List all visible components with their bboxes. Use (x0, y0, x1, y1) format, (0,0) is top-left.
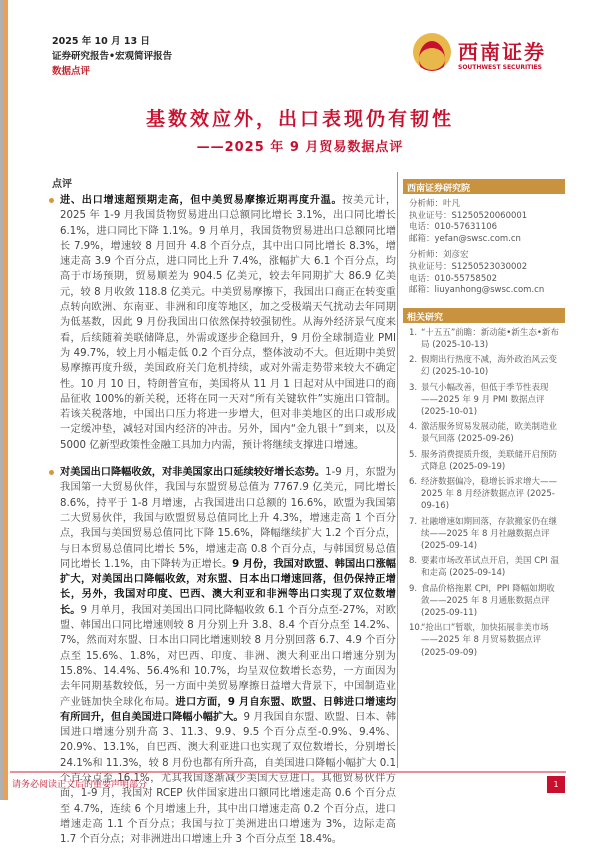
paragraph-highlight: 进口方面，9 月自东盟、欧盟、日韩进口增速均有所回升，但自美国进口降幅小幅扩大。 (60, 696, 396, 723)
company-logo (410, 30, 560, 82)
report-subtitle: ——2025 年 9 月贸易数据点评 (196, 140, 404, 155)
related-research-list (403, 323, 565, 659)
column-divider (397, 172, 398, 768)
related-research-item[interactable] (409, 382, 561, 419)
item-title[interactable]: 经济数据偏冷，稳增长诉求增大——2025 年 8 月经济数据点评 (2025-09-16) (421, 476, 558, 512)
related-research-item[interactable] (409, 449, 561, 473)
analyst-email[interactable]: 邮箱：yefan@swsc.com.cn (409, 233, 521, 244)
report-type: 证券研究报告•宏观简评报告 (52, 51, 173, 62)
bullet-paragraph (60, 465, 396, 847)
item-number: 10. (409, 623, 423, 634)
item-title[interactable]: “十五五”前瞻：新动能•新生态•新布局 (2025-10-13) (421, 327, 559, 350)
analyst-phone: 电话：010-57631106 (409, 222, 498, 233)
item-title[interactable]: 景气小幅改善，但低于季节性表现——2025 年 9 月 PMI 数据点评 (2025-10-01) (421, 382, 549, 417)
item-number: 5. (409, 449, 418, 460)
item-number: 8. (409, 556, 418, 567)
bullet-icon (49, 198, 54, 203)
analyst-phone: 电话：010-55758502 (409, 273, 498, 284)
footer-divider (10, 771, 566, 773)
related-research-item[interactable] (409, 354, 561, 378)
related-research-item[interactable] (409, 327, 561, 351)
report-category: 数据点评 (52, 66, 91, 77)
related-research-item[interactable] (409, 421, 561, 445)
item-number: 1. (409, 327, 418, 338)
item-number: 3. (409, 382, 418, 393)
item-number: 9. (409, 583, 418, 594)
paragraph-text: 9 月单月，我国对美国出口同比降幅收敛 6.1 个百分点至-27%，对欧盟、韩国出口同比增速则较 8 月分别上升 3.8、8.4 个百分点至 14.2%、7%，然而对东盟、日本出口同比增速则较 8 月分别回落 6.7、4.9 个百分点至 15.6%、1.8%，对巴西、印度、非洲、澳大利亚出口增速分别为 15.8%、14.4%、56.4%和 10.7%，均呈双位数增长态势，一方面因为去年同期基数较低，另一方面中美贸易摩擦日益增大背景下，中国制造业产业链加快全球化布局。 (60, 604, 397, 708)
bullet-paragraph (60, 193, 396, 453)
footer-disclaimer: 请务必阅读正文后的重要声明部分 (12, 780, 148, 790)
logo-emblem-icon (413, 33, 451, 71)
item-number: 6. (409, 476, 418, 487)
logo-text-en: SOUTHWEST SECURITIES (458, 64, 542, 71)
related-research-item[interactable] (409, 622, 561, 659)
analyst-name: 分析师：刘彦宏 (409, 250, 469, 261)
item-title[interactable]: 激活服务贸易发展动能，欧美制造业景气回落 (2025-09-26) (421, 422, 558, 445)
report-meta (52, 34, 172, 79)
analyst-name: 分析师：叶凡 (409, 199, 461, 209)
item-title[interactable]: 服务消费提质升级，美联储开启预防式降息 (2025-09-19) (421, 449, 558, 472)
related-research-item[interactable] (409, 555, 561, 579)
item-title[interactable]: 社融增速如期回落，存款搬家仍在继续——2025 年 8 月社融数据点评 (2025-09-14) (421, 516, 558, 551)
analyst-info (403, 194, 565, 302)
sidebar (403, 179, 565, 662)
paragraph-text: 1-9 月，东盟为我国第一大贸易伙伴，我国与东盟贸易总值为 7767.9 亿美元，同比增长 8.6%，持平于 1-8 月增速，占我国进出口总额的 16.6%，欧盟为我国第二大贸易伙伴，我国与欧盟贸易总值同比上升 4.3%，增速走高 1 个百分点，我国与美国贸易总值同比下降 15.6%，降幅继续扩大 1.2 个百分点，与日本贸易总值同比增长 5%，增速走高 0.8 个百分点，与韩国贸易总值同比增长 1.1%，由下降转为正增长。 (60, 467, 396, 570)
item-title[interactable]: “抢出口”暂歇，加快拓展非美市场——2025 年 8 月贸易数据点评 (2025-09-09) (421, 623, 549, 658)
related-research-item[interactable] (409, 516, 561, 553)
paragraph-highlight: 对美国出口降幅收敛，对非美国家出口延续较好增长态势。 (60, 467, 326, 479)
related-research-item[interactable] (409, 476, 561, 513)
main-body (60, 193, 396, 859)
paragraph-text: 9 月我国自东盟、欧盟、日本、韩国进口增速分别升高 3、11.3、9.9、9.5 个百分点至-0.9%、9.4%、20.9%、13.1%，自巴西、澳大利亚进口也实现了双位数增长，分别增长 24.1%和 11.3%，较 8 月份也都有所升高，自美国进口降幅小幅扩大 0.1 个百分点至 16.1%，尤其我国逐渐减少美国大豆进口。其他贸易伙伴方面，1-9 月，我国对 RCEP 伙伴国家进出口额同比增速走高 0.6 个百分点至 4.7%，连续 6 个月增速上升，其中出口增速走高 0.2 个百分点，进口增速走高 1.1 个百分点；我国与拉丁美洲进出口增速为 3%，边际走高 1.7 个百分点；对非洲进出口增速上升 3 个百分点至 18.4%。 (60, 711, 397, 846)
analyst-email[interactable]: 邮箱：liuyanhong@swsc.com.cn (409, 285, 545, 296)
item-title[interactable]: 食品价格拖累 CPI，PPI 降幅如期收敛——2025 年 8 月通胀数据点评 (2025-09-11) (421, 583, 555, 619)
institute-header: 西南证券研究院 (403, 179, 565, 194)
item-number: 2. (409, 355, 418, 366)
analyst-license: 执业证号：S1250523030002 (409, 261, 528, 272)
item-number: 4. (409, 422, 418, 433)
item-title[interactable]: 假期出行热度不减，海外政治风云变幻 (2025-10-10) (421, 355, 558, 378)
report-title: 基数效应外，出口表现仍有韧性 (145, 108, 454, 130)
page-number: 1 (547, 776, 565, 793)
section-label: 点评 (52, 179, 72, 190)
paragraph-highlight: 进、出口增速超预期走高，但中美贸易摩擦近期再度升温。 (60, 195, 343, 206)
logo-text-cn: 西南证券 (458, 40, 546, 64)
bullet-icon (49, 470, 54, 475)
item-number: 7. (409, 516, 418, 527)
paragraph-highlight: 9 月份，我国对欧盟、韩国出口涨幅扩大，对美国出口降幅收敛，对东盟、日本出口增速回落，但仍保持正增长，另外，我国对印度、巴西、澳大利亚和非洲等出口实现了双位数增长。 (60, 558, 396, 616)
analyst-license: 执业证号：S1250520060001 (409, 210, 528, 221)
item-title[interactable]: 要素市场改革试点开启，美国 CPI 温和走高 (2025-09-14) (421, 556, 559, 579)
paragraph-text: 按美元计，2025 年 1-9 月我国货物贸易进出口总额同比增长 3.1%，出口同比增长 6.1%，进口同比下降 1.1%。9 月单月，我国货物贸易进出口总额同比增长 7.9%，增速较 8 月回升 4.8 个百分点，其中出口同比增长 8.3%，增速走高 3.9 个百分点，进口同比上升 7.4%，涨幅扩大 6.1 个百分点，均高于市场预期，贸易顺差为 904.5 亿美元，较去年同期扩大 86.9 亿美元，较 8 月收敛 118.8 亿美元。中美贸易摩擦下，我国出口商正在转变重点转向欧洲、东南亚、非洲和印度等地区，加之受极端天气扰动去年同期为低基数，因此 9 月份我国出口依然保持较强韧性。从海外经济景气度来看，后续随着美联储降息，外需或逐步企稳回升，9 月份全球制造业 PMI 为 49.7%，较上月小幅走低 0.2 个百分点，整体波动不大。但近期中美贸易摩擦再度升级，美国政府关门危机持续，或对外需走势带来较大不确定性。10 月 10 日，特朗普宣布，美国将从 11 月 1 日起对从中国进口的商品征收 100%的新关税，还将在同一天对“所有关键软件”实施出口管制。若该关税落地，中国出口压力将进一步增大，但对非美地区的出口或形成一定缓冲垫，减轻对国内经济的冲击。另外，国内“金九银十”到来，以及 5000 亿新型政策性金融工具加力内需，预计将继续支撑进口增速。 (60, 195, 397, 451)
related-research-item[interactable] (409, 583, 561, 620)
related-research-header: 相关研究 (403, 308, 565, 323)
report-date: 2025 年 10 月 13 日 (52, 36, 150, 47)
